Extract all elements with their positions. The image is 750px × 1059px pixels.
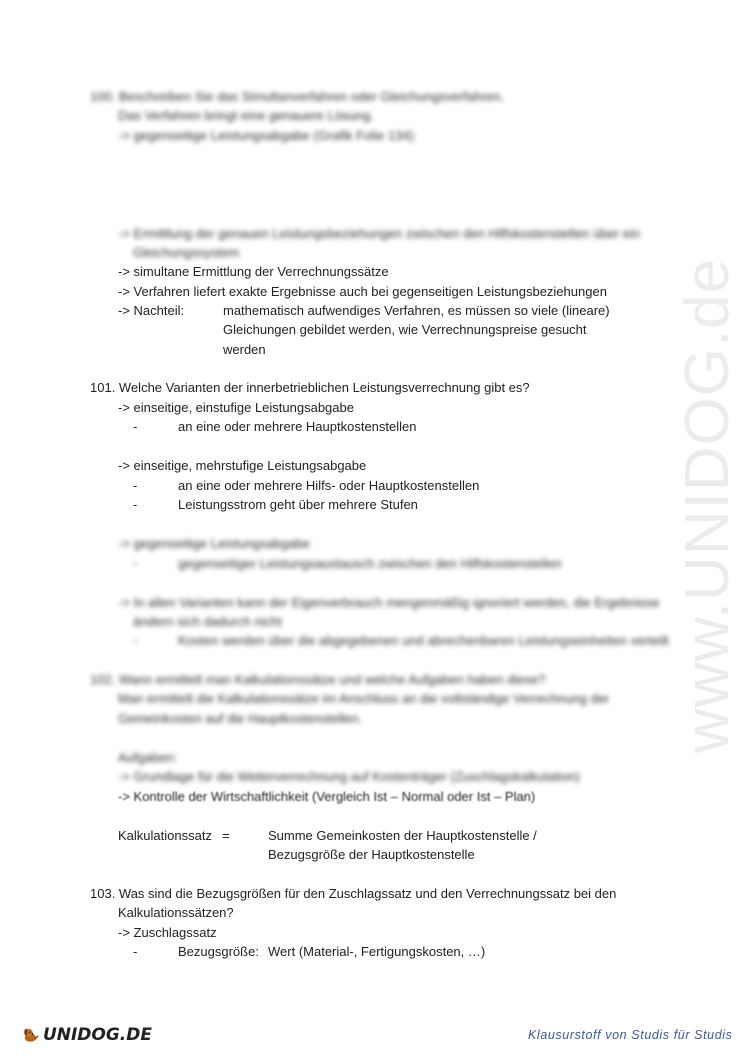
q100-line6: -> Verfahren liefert exakte Ergebnisse auch bei gegenseitigen Leistungsbeziehungen (118, 284, 607, 299)
q102-formula-eq: = (222, 828, 230, 843)
q101-a4-cont: ändern sich dadurch nicht (133, 614, 282, 629)
unidog-logo[interactable] (22, 1018, 152, 1052)
q101-a4: -> In allen Varianten kann der Eigenverbrauch mengenmäßig ignoriert werden, die Ergebnisse (118, 595, 660, 610)
q103-a1: -> Zuschlagssatz (118, 925, 217, 940)
dog-icon (22, 1020, 39, 1050)
q101-a3-dash: - (133, 556, 138, 571)
q102-title: 102. Wann ermittelt man Kalkulationssätze und welche Aufgaben haben diese? (90, 672, 546, 687)
logo-text: UNIDOG.DE (42, 1025, 152, 1045)
q101-a4-item: Kosten werden über die abgegebenen und abrechenbaren Leistungseinheiten verteilt (178, 633, 669, 648)
q102-formula-1: Summe Gemeinkosten der Hauptkostenstelle / (268, 828, 537, 843)
q100-nachteil-label: -> Nachteil: (118, 303, 185, 318)
q101-a2: -> einseitige, mehrstufige Leistungsabgabe (118, 458, 367, 473)
q100-nachteil-3: werden (223, 342, 266, 357)
q100-line5: -> simultane Ermittlung der Verrechnungssätze (118, 264, 389, 279)
q102-aufgabe1: -> Grundlage für die Weiterverrechnung auf Kostenträger (Zuschlagskalkulation) (118, 769, 580, 784)
q101-title: 101. Welche Varianten der innerbetrieblichen Leistungsverrechnung gibt es? (90, 380, 530, 395)
q103-title-cont: Kalkulationssätzen? (118, 905, 234, 920)
watermark: www.UNIDOG.de (673, 257, 743, 753)
q101-a2-item1: an eine oder mehrere Hilfs- oder Hauptkostenstellen (178, 478, 480, 493)
q100-line4: Gleichungssystem (133, 245, 240, 260)
q100-nachteil-1: mathematisch aufwendiges Verfahren, es müssen so viele (lineare) (223, 303, 610, 318)
q100-nachteil-2: Gleichungen gebildet werden, wie Verrechnungspreise gesucht (223, 322, 587, 337)
q103-item-value: Wert (Material-, Fertigungskosten, …) (268, 944, 486, 959)
q102-aufgabe2: -> Kontrolle der Wirtschaftlichkeit (Vergleich Ist – Normal oder Ist – Plan) (118, 789, 536, 804)
q101-a3-item: gegenseitiger Leistungsaustausch zwischen den Hilfskostenstellen (178, 556, 562, 571)
q100-line2: -> gegenseitige Leistungsabgabe (Grafik Folie 134) (118, 128, 414, 143)
q102-line2: Gemeinkosten auf die Hauptkostenstellen. (118, 711, 363, 726)
q102-formula-2: Bezugsgröße der Hauptkostenstelle (268, 847, 475, 862)
q103-title: 103. Was sind die Bezugsgrößen für den Zuschlagssatz und den Verrechnungssatz bei den (90, 886, 617, 901)
q103-dash: - (133, 944, 138, 959)
q101-a2-item2: Leistungsstrom geht über mehrere Stufen (178, 497, 418, 512)
q103-item-label: Bezugsgröße: (178, 944, 259, 959)
q100-title: 100. Beschreiben Sie das Simultanverfahren oder Gleichungsverfahren. (90, 89, 505, 104)
q102-line1: Man ermittelt die Kalkulationssätze im Anschluss an die vollständige Verrechnung der (118, 691, 610, 706)
q101-a2-dash2: - (133, 497, 138, 512)
q101-a1-item: an eine oder mehrere Hauptkostenstellen (178, 419, 417, 434)
q101-a4-dash: - (133, 633, 138, 648)
q100-line3: -> Ermittlung der genauen Leistungsbeziehungen zwischen den Hilfskostenstellen über ein (118, 226, 641, 241)
q102-formula-label: Kalkulationssatz (118, 828, 212, 843)
q101-a1: -> einseitige, einstufige Leistungsabgabe (118, 400, 354, 415)
footer-slogan: Klausurstoff von Studis für Studis (528, 1028, 733, 1042)
q100-line1: Das Verfahren bringt eine genauere Lösung. (118, 108, 374, 123)
q101-a1-dash: - (133, 419, 138, 434)
q102-aufgaben: Aufgaben: (118, 750, 178, 765)
q101-a2-dash1: - (133, 478, 138, 493)
q101-a3: -> gegenseitige Leistungsabgabe (118, 536, 310, 551)
